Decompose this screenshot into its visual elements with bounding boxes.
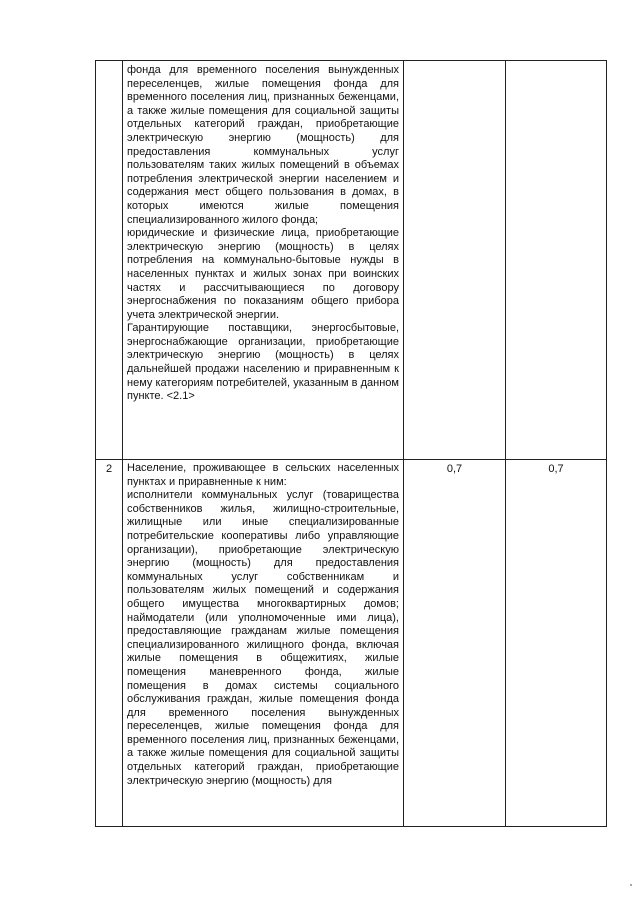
scan-speck [630,884,632,886]
value-cell-1: 0,7 [404,460,506,827]
description-paragraph: фонда для временного поселения вынужденных переселенцев, жилые помещения фонда для временного поселения лиц, признанных беженцами, а также жилые помещения для социальной защиты отдельных категорий граждан, приобретающие электрическую энергию (мощность) для предоставления коммунальных услуг пользователям таких жилых помещений в объемах потребления электрической энергии населением и содержания мест общего пользования в домах, в которых имеются жилые помещения специализированного жилого фонда; [127,64,399,226]
description-paragraph: юридические и физические лица, приобретающие электрическую энергию (мощность) в целях потребления на коммунально-бытовые нужды в населенных пунктах и жилых зонах при воинских частях и рассчитывающиеся по договору энергоснабжения по показаниям общего прибора учета электрической энергии. [127,227,399,321]
description-paragraph: исполнители коммунальных услуг (товарищества собственников жилья, жилищно-строительные, жилищные или иные специализированные потребительские кооперативы либо управляющие организации), приобретающие электрическую энергию (мощность) для предоставления коммунальных услуг собственникам и пользователям жилых помещений и содержания общего имущества многоквартирных домов; наймодатели (или уполномоченные ими лица), предоставляющие гражданам жилые помещения специализированного жилищного фонда, включая жилые помещения в общежитиях, жилые помещения маневренного фонда, жилые помещения в домах системы социального обслуживания граждан, жилые помещения фонда для временного поселения вынужденных переселенцев, жилые помещения фонда для временного поселения лиц, признанных беженцами, а также жилые помещения для социальной защиты отдельных категорий граждан, приобретающие электрическую энергию (мощность) для [127,489,399,787]
value-cell-2 [506,61,607,460]
table-row [96,460,607,827]
row-description [123,61,404,460]
description-paragraph: Гарантирующие поставщики, энергосбытовые, энергоснабжающие организации, приобретающие электрическую энергию (мощность) в целях дальнейшей продажи населению и приравненным к нему категориям потребителей, указанным в данном пункте. <2.1> [127,322,399,403]
row-number: 2 [96,460,123,827]
row-number [96,61,123,460]
value-cell-2: 0,7 [506,460,607,827]
tariff-table [95,60,607,827]
description-paragraph: Население, проживающее в сельских населенных пунктах и приравненные к ним: [127,462,399,488]
value-cell-1 [404,61,506,460]
row-description [123,460,404,827]
table-row [96,61,607,460]
